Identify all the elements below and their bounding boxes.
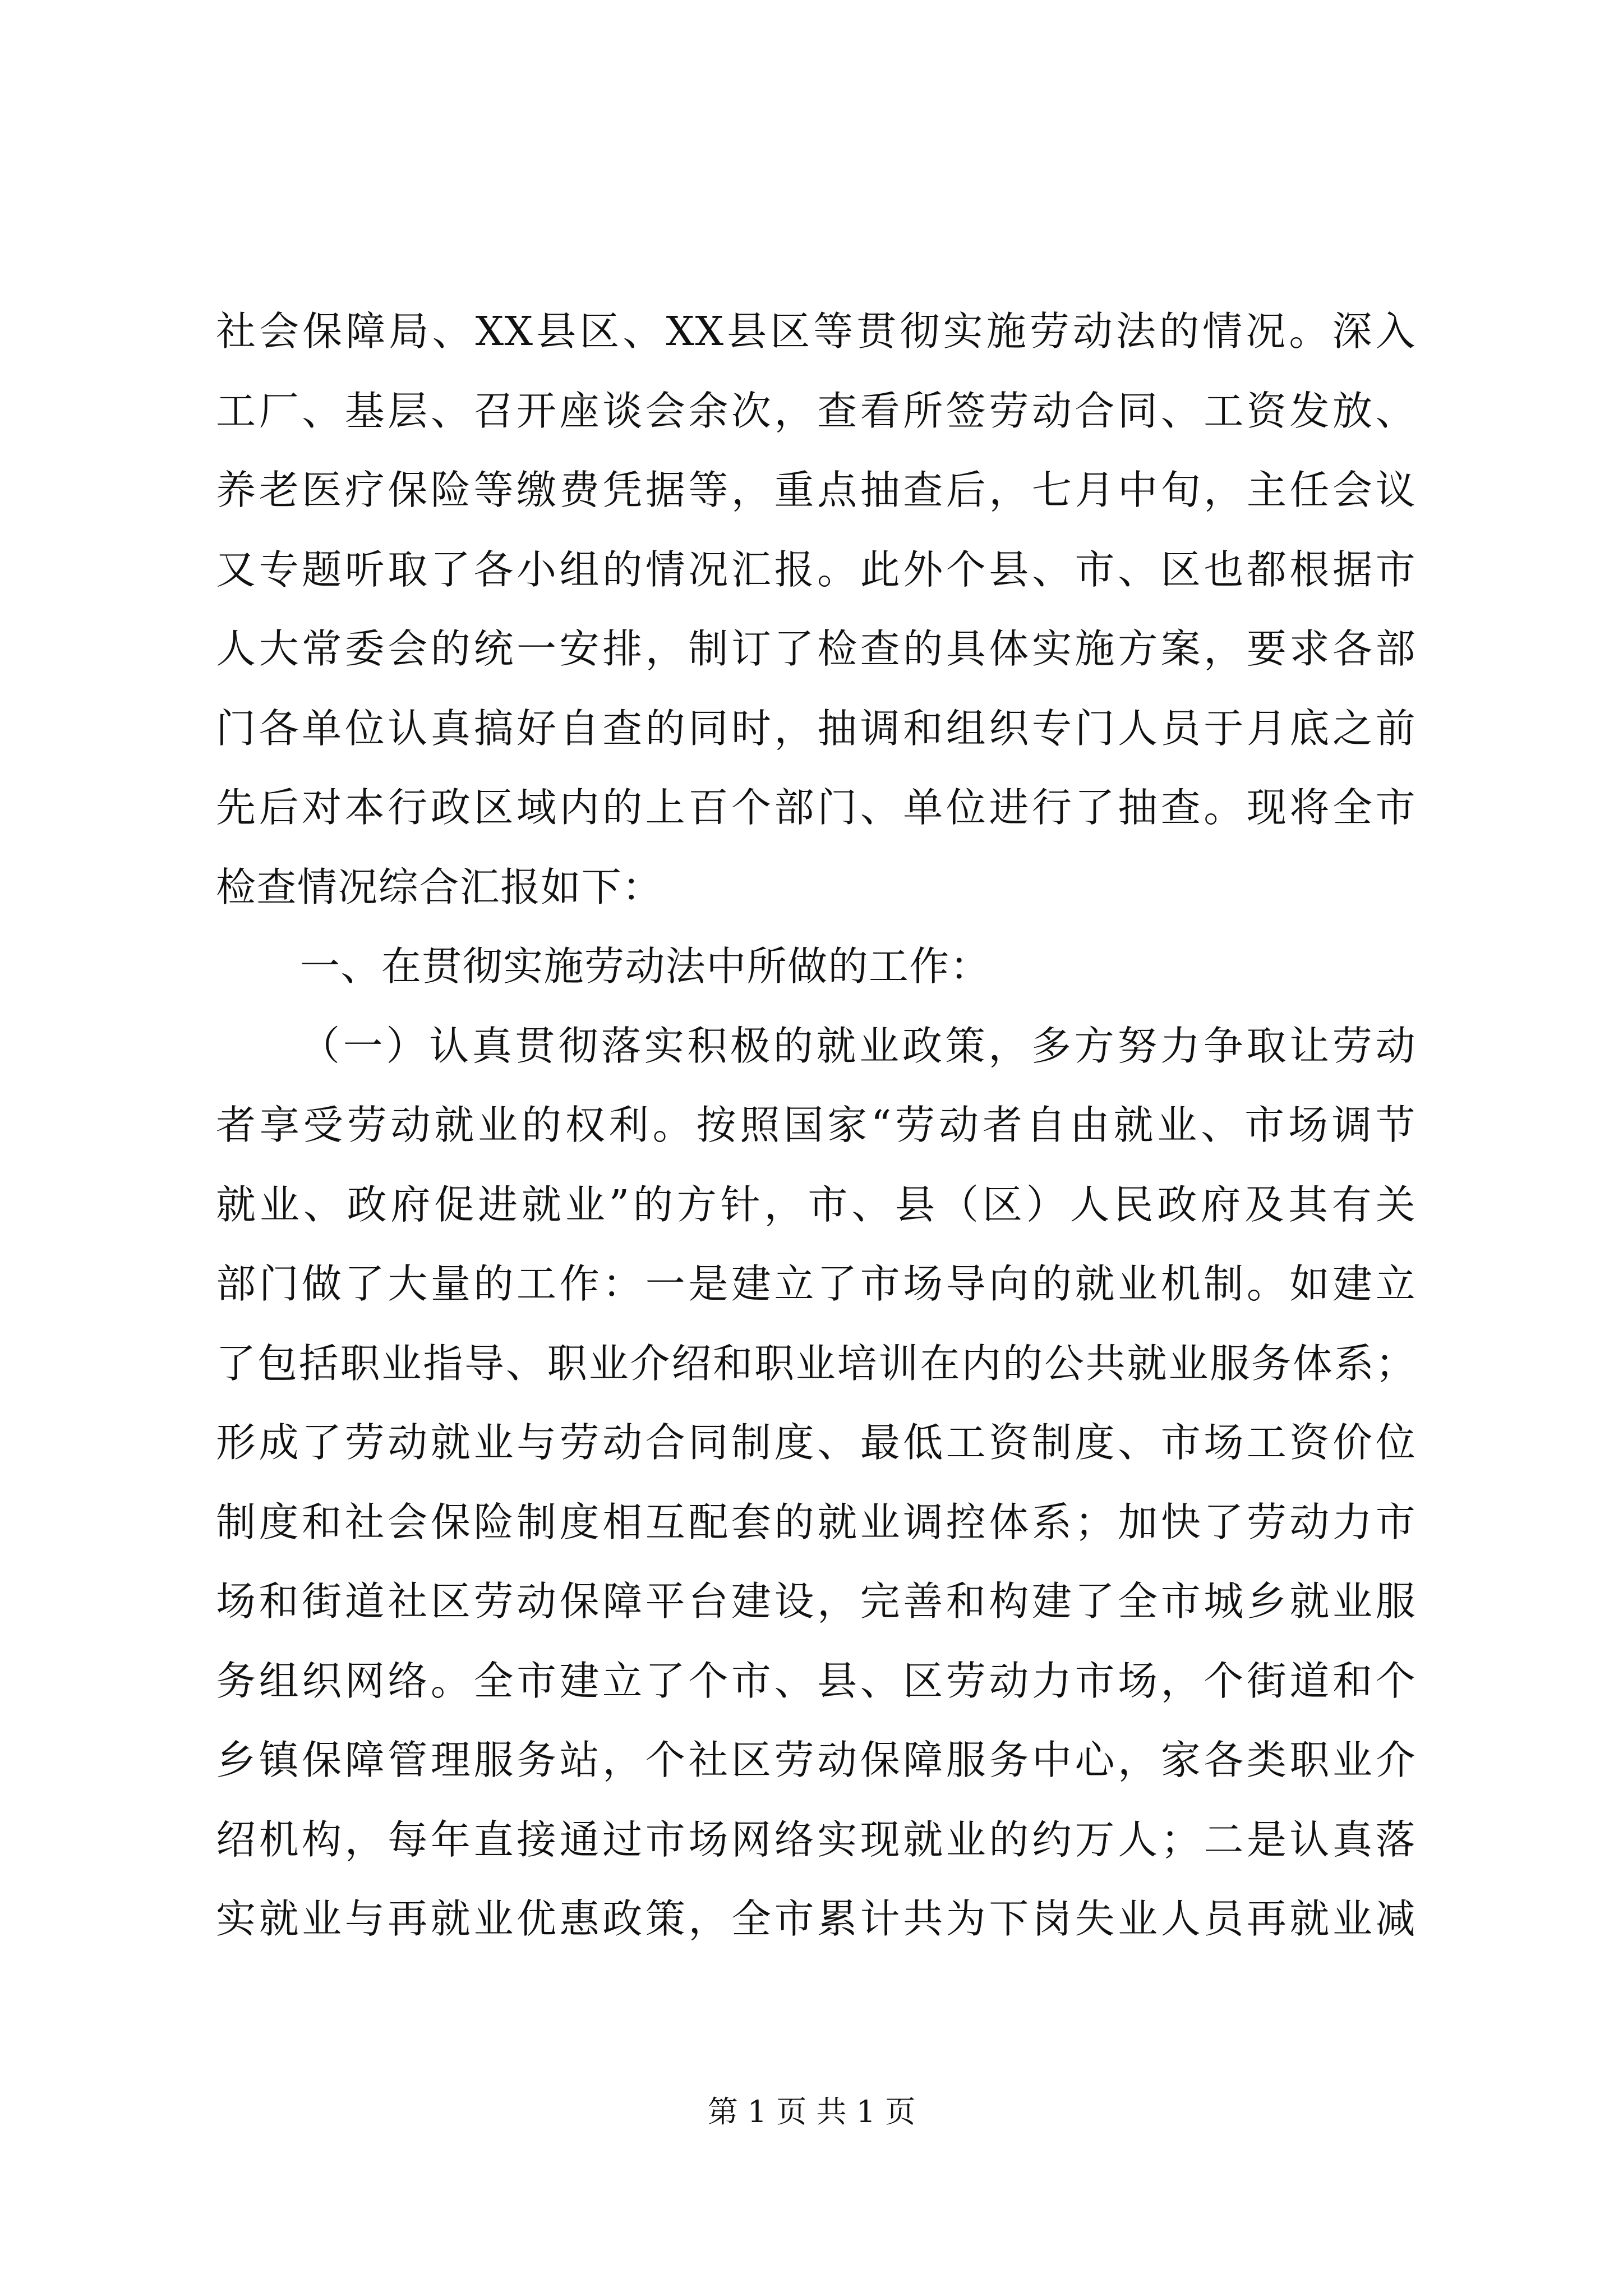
- text-line: 制度和社会保险制度相互配套的就业调控体系；加快了劳动力市: [216, 1498, 1416, 1545]
- text-line: 形成了劳动就业与劳动合同制度、最低工资制度、市场工资价位: [216, 1419, 1416, 1466]
- section-heading: 一、在贯彻实施劳动法中所做的工作：: [300, 943, 991, 990]
- text-line: 门各单位认真搞好自查的同时，抽调和组织专门人员于月底之前: [216, 705, 1416, 752]
- text-line: 养老医疗保险等缴费凭据等，重点抽查后，七月中旬，主任会议: [216, 467, 1416, 513]
- text-line: 务组织网络。全市建立了个市、县、区劳动力市场，个街道和个: [216, 1657, 1416, 1704]
- text-line: 先后对本行政区域内的上百个部门、单位进行了抽查。现将全市: [216, 784, 1416, 831]
- text-line: 场和街道社区劳动保障平台建设，完善和构建了全市城乡就业服: [216, 1578, 1416, 1625]
- text-line: 就业、政府促进就业”的方针，市、县（区）人民政府及其有关: [216, 1181, 1416, 1228]
- text-line: 绍机构，每年直接通过市场网络实现就业的约万人；二是认真落: [216, 1816, 1416, 1863]
- body-text: [216, 292, 1416, 1959]
- text-line: 者享受劳动就业的权利。按照国家“劳动者自由就业、市场调节: [216, 1102, 1416, 1148]
- page-number: 第 1 页 共 1 页: [707, 2094, 916, 2129]
- text-line: 社会保障局、XX县区、XX县区等贯彻实施劳动法的情况。深入: [216, 308, 1416, 355]
- text-line: 实就业与再就业优惠政策，全市累计共为下岗失业人员再就业减: [216, 1895, 1416, 1942]
- text-line: 又专题听取了各小组的情况汇报。此外个县、市、区也都根据市: [216, 546, 1416, 593]
- subsection-heading-line: （一）认真贯彻落实积极的就业政策，多方努力争取让劳动: [300, 1022, 1416, 1069]
- text-line: 人大常委会的统一安排，制订了检查的具体实施方案，要求各部: [216, 625, 1416, 672]
- text-line: 部门做了大量的工作：一是建立了市场导向的就业机制。如建立: [216, 1260, 1416, 1307]
- page-footer: [0, 2092, 1623, 2132]
- text-line: 工厂、基层、召开座谈会余次，查看所签劳动合同、工资发放、: [216, 387, 1416, 434]
- text-line: 了包括职业指导、职业介绍和职业培训在内的公共就业服务体系；: [216, 1340, 1416, 1387]
- text-line: 乡镇保障管理服务站，个社区劳动保障服务中心，家各类职业介: [216, 1737, 1416, 1783]
- text-line: 检查情况综合汇报如下：: [216, 863, 663, 910]
